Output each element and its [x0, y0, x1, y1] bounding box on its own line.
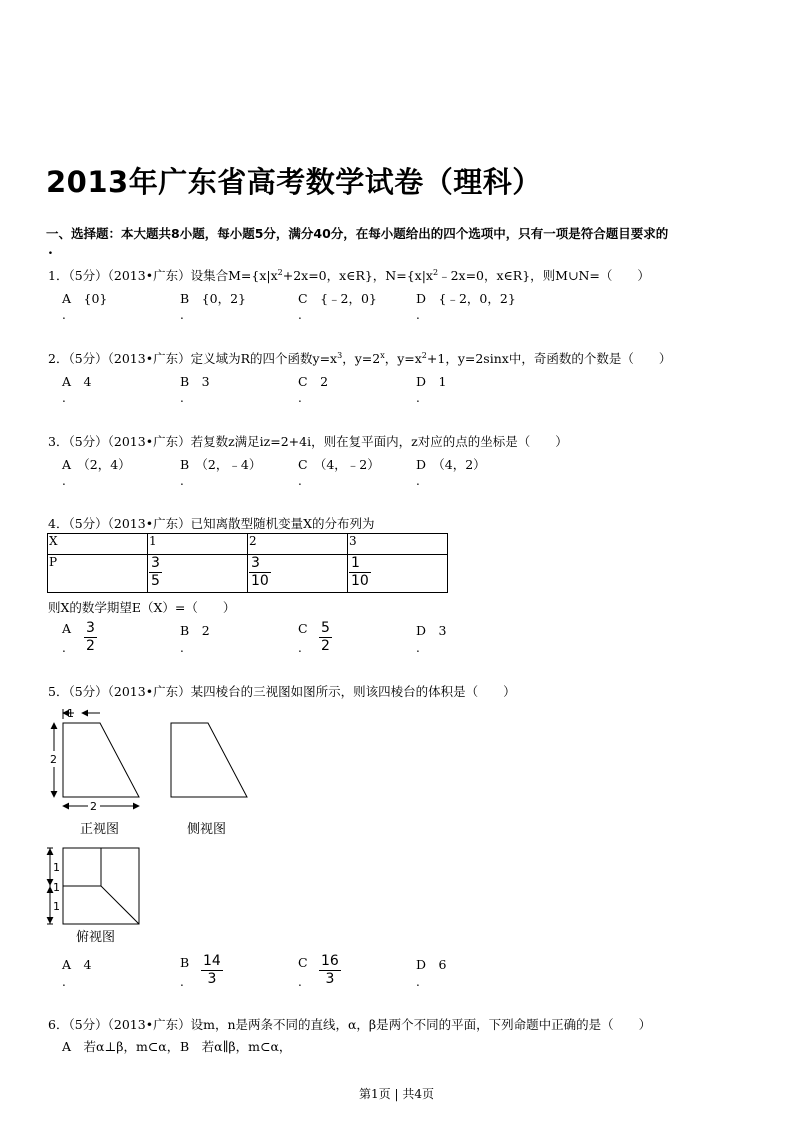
section-heading: 一、选择题：本大题共8小题，每小题5分，满分40分，在每小题给出的四个选项中，只有一项是符合题目要求的 [46, 226, 669, 241]
table-cell: P [48, 555, 148, 593]
option-dot: . [62, 391, 66, 405]
option-letter: B [180, 955, 190, 970]
q1-mid: +2x=0，x∈R}，N={x|x [282, 268, 433, 283]
page-title: 2013年广东省高考数学试卷（理科） [46, 165, 542, 199]
table-cell [248, 555, 348, 593]
option-dot: . [298, 474, 302, 488]
q2-sup3: 2 [421, 350, 427, 360]
option-letter: A [62, 621, 72, 636]
option-letter: B [180, 623, 190, 638]
option-dot: . [62, 975, 66, 989]
q3-option-c[interactable]: C （4，﹣2） [298, 457, 380, 472]
q2-option-c[interactable]: C 2 [298, 374, 329, 389]
option-dot: . [416, 474, 420, 488]
q2-mid1: ，y=2 [342, 351, 381, 366]
side-view [171, 723, 247, 797]
question-4: 4．（5分）（2013•广东）已知离散型随机变量X的分布列为 [48, 516, 375, 531]
question-3: 3．（5分）（2013•广东）若复数z满足iz=2+4i，则在复平面内，z对应的点的坐标是（ ） [48, 434, 568, 449]
table-cell [348, 555, 448, 593]
question-2 [48, 349, 671, 367]
q2-tail: +1，y=2sinx中，奇函数的个数是（ ） [426, 351, 672, 366]
option-dot: . [180, 641, 184, 655]
three-view-figure [44, 703, 264, 949]
option-dot: . [298, 975, 302, 989]
front-view [54, 709, 139, 806]
fraction-numerator: 3 [151, 555, 160, 571]
q2-option-a[interactable]: A 4 [62, 374, 92, 389]
q3-option-b[interactable]: B （2，﹣4） [180, 457, 262, 472]
option-dot: . [62, 474, 66, 488]
table-cell [148, 555, 248, 593]
q5-option-c[interactable] [298, 955, 308, 970]
question-5: 5．（5分）（2013•广东）某四棱台的三视图如图所示，则该四棱台的体积是（ ） [48, 684, 516, 699]
q1-option-c[interactable]: C {﹣2，0} [298, 291, 377, 306]
dim-one-b: 1 [53, 881, 60, 894]
fraction-denominator: 5 [151, 573, 160, 589]
q1-sup2: 2 [432, 267, 439, 277]
option-value: 6 [438, 957, 447, 972]
option-letter: C [298, 621, 308, 636]
q2-option-d[interactable]: D 1 [416, 374, 447, 389]
q5-option-b-fraction [201, 953, 223, 988]
option-value: 2 [201, 623, 210, 638]
distribution-table [47, 533, 448, 593]
question-1 [48, 266, 650, 284]
front-view-label: 正视图 [80, 822, 120, 837]
q2-option-b[interactable]: B 3 [180, 374, 210, 389]
fraction-numerator: 3 [86, 620, 95, 636]
q1-sup1: 2 [277, 267, 283, 277]
dim-top-one: 1 [67, 707, 74, 720]
fraction [249, 555, 271, 590]
dim-left-two: 2 [50, 753, 57, 766]
q4-option-a[interactable] [62, 621, 71, 636]
q4-option-b[interactable] [180, 621, 210, 639]
q4-option-c[interactable] [298, 621, 308, 636]
fraction-denominator: 2 [86, 638, 95, 654]
option-dot: . [416, 308, 420, 322]
q2-mid2: ，y=x [384, 351, 422, 366]
option-letter: A [62, 957, 72, 972]
q2-sup2: x [380, 350, 385, 360]
option-dot: . [180, 474, 184, 488]
side-view-label: 侧视图 [187, 822, 227, 837]
fraction-numerator: 3 [249, 555, 271, 573]
fraction-numerator: 5 [321, 620, 330, 636]
q1-option-b[interactable]: B {0，2} [180, 291, 246, 306]
page-footer: 第1页 | 共4页 [359, 1087, 434, 1101]
q4-option-c-fraction [319, 620, 332, 655]
fraction-denominator: 3 [207, 971, 217, 987]
q5-option-a[interactable] [62, 955, 92, 973]
q6-option-b[interactable]: B 若α∥β，m⊂α， [180, 1039, 292, 1054]
q3-option-d[interactable]: D （4，2） [416, 457, 486, 472]
fraction-denominator: 10 [251, 573, 269, 589]
q2-stem: 2．（5分）（2013•广东）定义域为R的四个函数y=x [48, 351, 338, 366]
q3-option-a[interactable]: A （2，4） [62, 457, 131, 472]
fraction [349, 555, 371, 590]
q5-option-b[interactable] [180, 955, 189, 970]
q4-option-d[interactable] [416, 621, 447, 639]
q1-option-d[interactable]: D {﹣2，0，2} [416, 291, 516, 306]
option-value: 4 [83, 957, 92, 972]
q1-tail: ﹣2x=0，x∈R}，则M∪N=（ ） [438, 268, 650, 283]
option-dot: . [180, 308, 184, 322]
q5-option-c-fraction [319, 953, 341, 988]
option-dot: . [62, 308, 66, 322]
q4-question: 则X的数学期望E（X）=（ ） [48, 600, 236, 615]
section-heading-dot: . [48, 242, 53, 258]
option-dot: . [416, 975, 420, 989]
fraction-denominator: 10 [351, 573, 369, 589]
dim-bottom-two: 2 [90, 800, 97, 813]
fraction [149, 555, 162, 590]
option-dot: . [298, 641, 302, 655]
fraction-numerator: 16 [321, 953, 339, 969]
fraction-denominator: 2 [321, 638, 330, 654]
q1-option-a[interactable]: A {0} [62, 291, 108, 306]
dim-one-c: 1 [53, 900, 60, 913]
option-letter: D [416, 957, 427, 972]
question-6: 6．（5分）（2013•广东）设m，n是两条不同的直线，α，β是两个不同的平面，下列命题中正确的是（ ） [48, 1017, 652, 1032]
table-cell: 3 [348, 534, 448, 555]
fraction-numerator: 1 [349, 555, 371, 573]
option-dot: . [298, 391, 302, 405]
top-view [47, 848, 139, 924]
option-dot: . [180, 975, 184, 989]
table-cell: X [48, 534, 148, 555]
q5-option-d[interactable] [416, 955, 447, 973]
option-value: 3 [438, 623, 447, 638]
option-dot: . [416, 391, 420, 405]
fraction-numerator: 14 [203, 953, 221, 969]
q1-stem: 1．（5分）（2013•广东）设集合M={x|x [48, 268, 278, 283]
option-dot: . [298, 308, 302, 322]
option-dot: . [62, 641, 66, 655]
fraction-denominator: 3 [325, 971, 335, 987]
table-cell: 1 [148, 534, 248, 555]
q2-sup1: 3 [337, 350, 343, 360]
top-view-label: 俯视图 [76, 930, 116, 945]
q4-option-a-fraction [84, 620, 97, 655]
table-cell: 2 [248, 534, 348, 555]
option-letter: C [298, 955, 308, 970]
dim-one-a: 1 [53, 861, 60, 874]
q6-option-a[interactable]: A 若α⊥β，m⊂α， [62, 1039, 180, 1054]
option-letter: D [416, 623, 427, 638]
option-dot: . [416, 641, 420, 655]
option-dot: . [180, 391, 184, 405]
